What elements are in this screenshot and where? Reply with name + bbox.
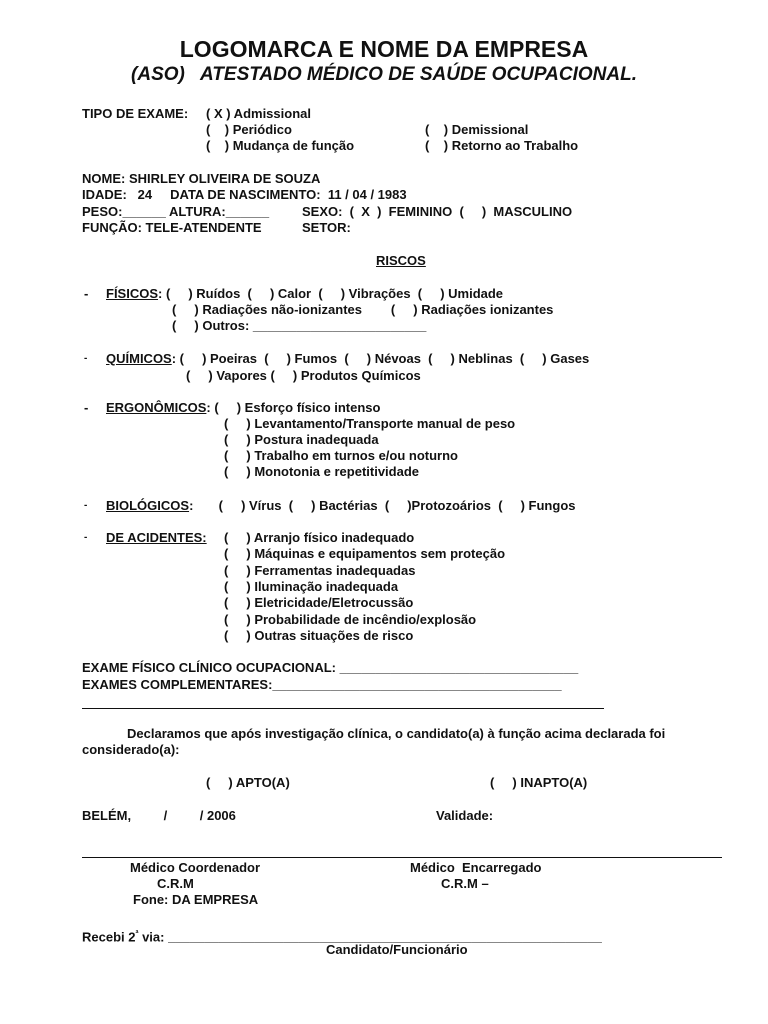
fone-empresa: Fone: DA EMPRESA <box>133 892 259 907</box>
exam-demissional: ( ) Demissional <box>425 122 529 137</box>
validade-label: Validade: <box>436 808 494 823</box>
signature-line <box>82 857 722 858</box>
declaration-line-2: considerado(a): <box>82 742 180 757</box>
exam-type-label: TIPO DE EXAME: <box>82 106 189 121</box>
acidentes-item: ( ) Outras situações de risco <box>224 628 414 643</box>
exam-admissional: ( X ) Admissional <box>206 106 311 121</box>
quimicos-dash: - <box>84 353 88 364</box>
patient-weight-height: PESO:______ ALTURA:______ <box>82 204 270 219</box>
quimicos-options: : ( ) Poeiras ( ) Fumos ( ) Névoas ( ) Neblinas ( ) Gases <box>171 351 590 366</box>
exam-mudanca: ( ) Mudança de função <box>206 138 355 153</box>
apto-option: ( ) APTO(A) <box>206 775 290 790</box>
exam-fisico-line: EXAME FÍSICO CLÍNICO OCUPACIONAL: _________________________________ <box>82 660 579 675</box>
acidentes-item: ( ) Probabilidade de incêndio/explosão <box>224 612 477 627</box>
ergonomicos-item: ( ) Trabalho em turnos e/ou noturno <box>224 448 458 463</box>
patient-sector: SETOR: <box>302 220 351 235</box>
biologicos-row-1 <box>106 498 576 514</box>
exam-periodico: ( ) Periódico <box>206 122 292 137</box>
exams-complementares-line: EXAMES COMPLEMENTARES:________________________________________ <box>82 677 562 692</box>
medico-encarregado: Médico Encarregado <box>410 860 542 875</box>
patient-sex: SEXO: ( X ) FEMININO ( ) MASCULINO <box>302 204 573 219</box>
acidentes-item: ( ) Iluminação inadequada <box>224 579 399 594</box>
acidentes-item: ( ) Eletricidade/Eletrocussão <box>224 595 414 610</box>
acidentes-item: ( ) Ferramentas inadequadas <box>224 563 416 578</box>
quimicos-row-2: ( ) Vapores ( ) Produtos Químicos <box>186 368 421 383</box>
place-date: BELÉM, / / 2006 <box>82 808 236 823</box>
acidentes-label: DE ACIDENTES: <box>106 530 207 545</box>
fisicos-row-2: ( ) Radiações não-ionizantes ( ) Radiações ionizantes <box>172 302 554 317</box>
company-title: LOGOMARCA E NOME DA EMPRESA <box>179 36 589 62</box>
patient-function: FUNÇÃO: TELE-ATENDENTE <box>82 220 262 235</box>
patient-age-birth: IDADE: 24 DATA DE NASCIMENTO: 11 / 04 / 1983 <box>82 187 407 202</box>
ergonomicos-item: ( ) Postura inadequada <box>224 432 379 447</box>
fisicos-label: FÍSICOS <box>106 286 159 301</box>
acidentes-item: ( ) Máquinas e equipamentos sem proteção <box>224 546 506 561</box>
declaration-line-1: Declaramos que após investigação clínica, o candidato(a) à função acima declarada foi <box>127 726 666 741</box>
receipt-superscript: ª <box>135 929 139 938</box>
crm-coordenador: C.R.M <box>157 876 194 891</box>
biologicos-options: : ( ) Vírus ( ) Bactérias ( )Protozoários ( ) Fungos <box>189 498 576 513</box>
patient-name: NOME: SHIRLEY OLIVEIRA DE SOUZA <box>82 171 321 186</box>
receipt-via: via: ____________________________________________________________ <box>138 929 602 945</box>
inapto-option: ( ) INAPTO(A) <box>490 775 588 790</box>
ergonomicos-dash: - <box>84 400 89 415</box>
fisicos-row-3: ( ) Outros: ________________________ <box>172 318 427 333</box>
biologicos-dash: - <box>84 500 88 511</box>
ergonomicos-item: ( ) Levantamento/Transporte manual de peso <box>224 416 516 431</box>
quimicos-row-1 <box>106 351 589 367</box>
ergonomicos-label: ERGONÔMICOS <box>106 400 207 415</box>
ergonomicos-item: ( ) Monotonia e repetitividade <box>224 464 420 479</box>
risks-heading: RISCOS <box>376 253 426 268</box>
acidentes-first-option: ( ) Arranjo físico inadequado <box>224 530 415 545</box>
receipt-label: Recebi 2 <box>82 929 136 945</box>
fisicos-dash: - <box>84 286 89 301</box>
medico-coordenador: Médico Coordenador <box>130 860 261 875</box>
exam-retorno: ( ) Retorno ao Trabalho <box>425 138 579 153</box>
document-subtitle: (ASO) ATESTADO MÉDICO DE SAÚDE OCUPACIONAL. <box>131 64 637 85</box>
quimicos-label: QUÍMICOS <box>106 351 172 366</box>
ergonomicos-first-option: : ( ) Esforço físico intenso <box>206 400 381 415</box>
ergonomicos-row-1 <box>106 400 380 416</box>
fisicos-options: : ( ) Ruídos ( ) Calor ( ) Vibrações ( ) Umidade <box>158 286 504 301</box>
candidato-funcionario: Candidato/Funcionário <box>326 942 468 957</box>
exams-blank-line <box>82 708 604 709</box>
fisicos-row-1 <box>106 286 503 302</box>
biologicos-label: BIOLÓGICOS <box>106 498 190 513</box>
acidentes-dash: - <box>84 532 88 543</box>
crm-encarregado: C.R.M – <box>441 876 489 891</box>
